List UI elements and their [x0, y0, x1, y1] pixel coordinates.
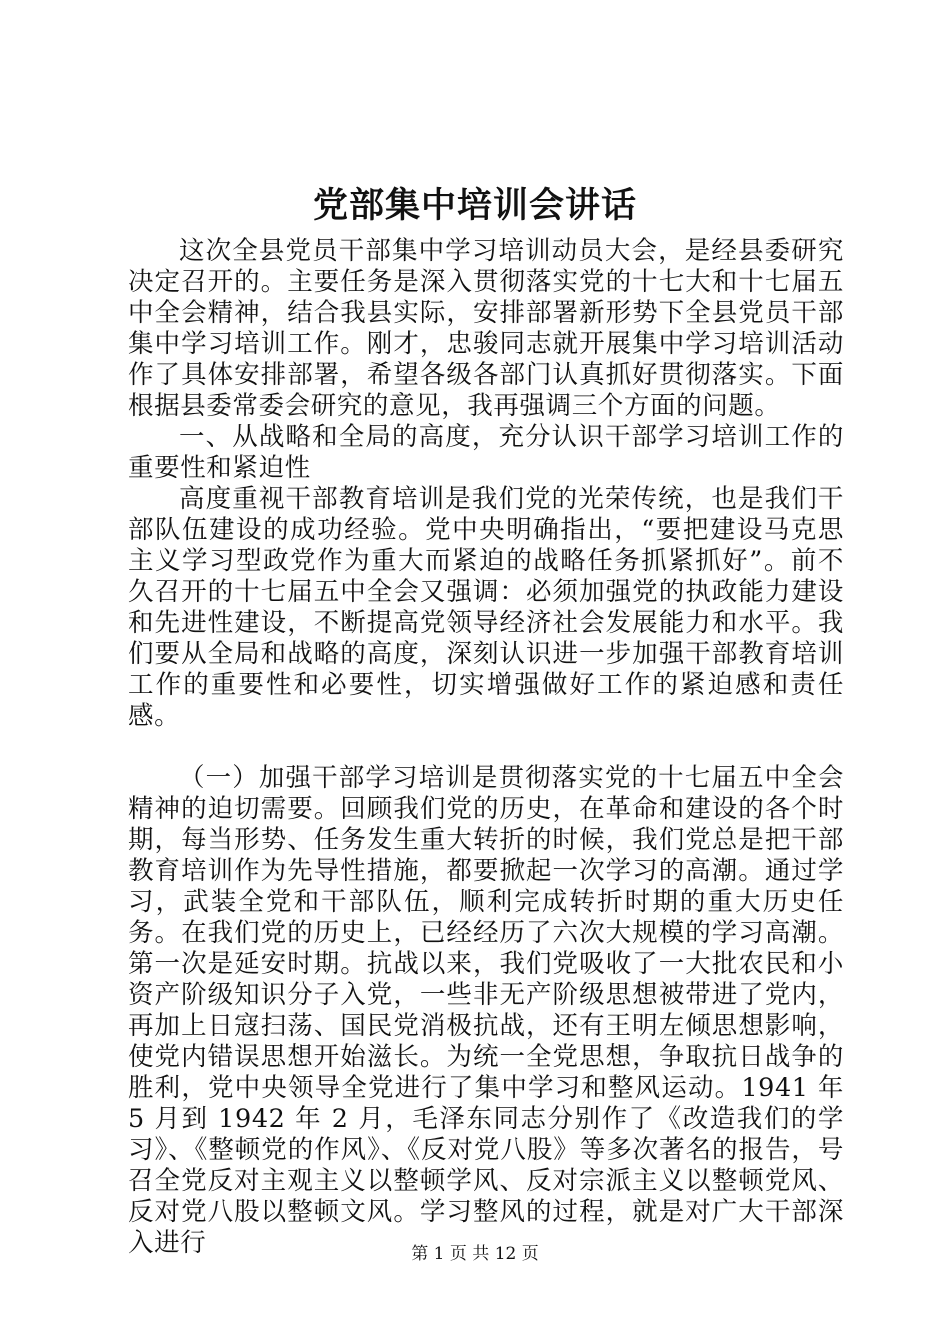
body-paragraph-importance: 高度重视干部教育培训是我们党的光荣传统，也是我们干部队伍建设的成功经验。党中央明确指出，“要把建设马克思主义学习型政党作为重大而紧迫的战略任务抓紧抓好”。前不久召开的十七届五中全会又强调：必须加强党的执政能力建设和先进性建设，不断提高党领导经济社会发展能力和水平。我们要从全局和战略的高度，深刻认识进一步加强干部教育培训工作的重要性和必要性，切实增强做好工作的紧迫感和责任感。	[128, 484, 844, 731]
body-paragraph-subsection-one: （一）加强干部学习培训是贯彻落实党的十七届五中全会精神的迫切需要。回顾我们党的历史，在革命和建设的各个时期，每当形势、任务发生重大转折的时候，我们党总是把干部教育培训作为先导性措施，都要掀起一次学习的高潮。通过学习，武装全党和干部队伍，顺利完成转折时期的重大历史任务。在我们党的历史上，已经经历了六次大规模的学习高潮。第一次是延安时期。抗战以来，我们党吸收了一大批农民和小资产阶级知识分子入党，一些非无产阶级思想被带进了党内，再加上日寇扫荡、国民党消极抗战，还有王明左倾思想影响，使党内错误思想开始滋长。为统一全党思想，争取抗日战争的胜利，党中央领导全党进行了集中学习和整风运动。1941 年 5 月到 1942 年 2 月，毛泽东同志分别作了《改造我们的学习》、《整顿党的作风》、《反对党八股》等多次著名的报告，号召全党反对主观主义以整顿学风、反对宗派主义以整顿党风、反对党八股以整顿文风。学习整风的过程，就是对广大干部深入进行	[128, 763, 844, 1258]
paragraph-spacer	[128, 732, 844, 763]
document-title: 党部集中培训会讲话	[312, 185, 637, 226]
intro-paragraph: 这次全县党员干部集中学习培训动员大会，是经县委研究决定召开的。主要任务是深入贯彻落实党的十七大和十七届五中全会精神，结合我县实际，安排部署新形势下全县党员干部集中学习培训工作。刚才，忠骏同志就开展集中学习培训活动作了具体安排部署，希望各级各部门认真抓好贯彻落实。下面根据县委常委会研究的意见，我再强调三个方面的问题。	[128, 236, 844, 421]
page-footer: 第 1 页 共 12 页	[411, 1244, 539, 1264]
document-body	[128, 236, 844, 1259]
section-heading-one: 一、从战略和全局的高度，充分认识干部学习培训工作的重要性和紧迫性	[128, 422, 844, 483]
